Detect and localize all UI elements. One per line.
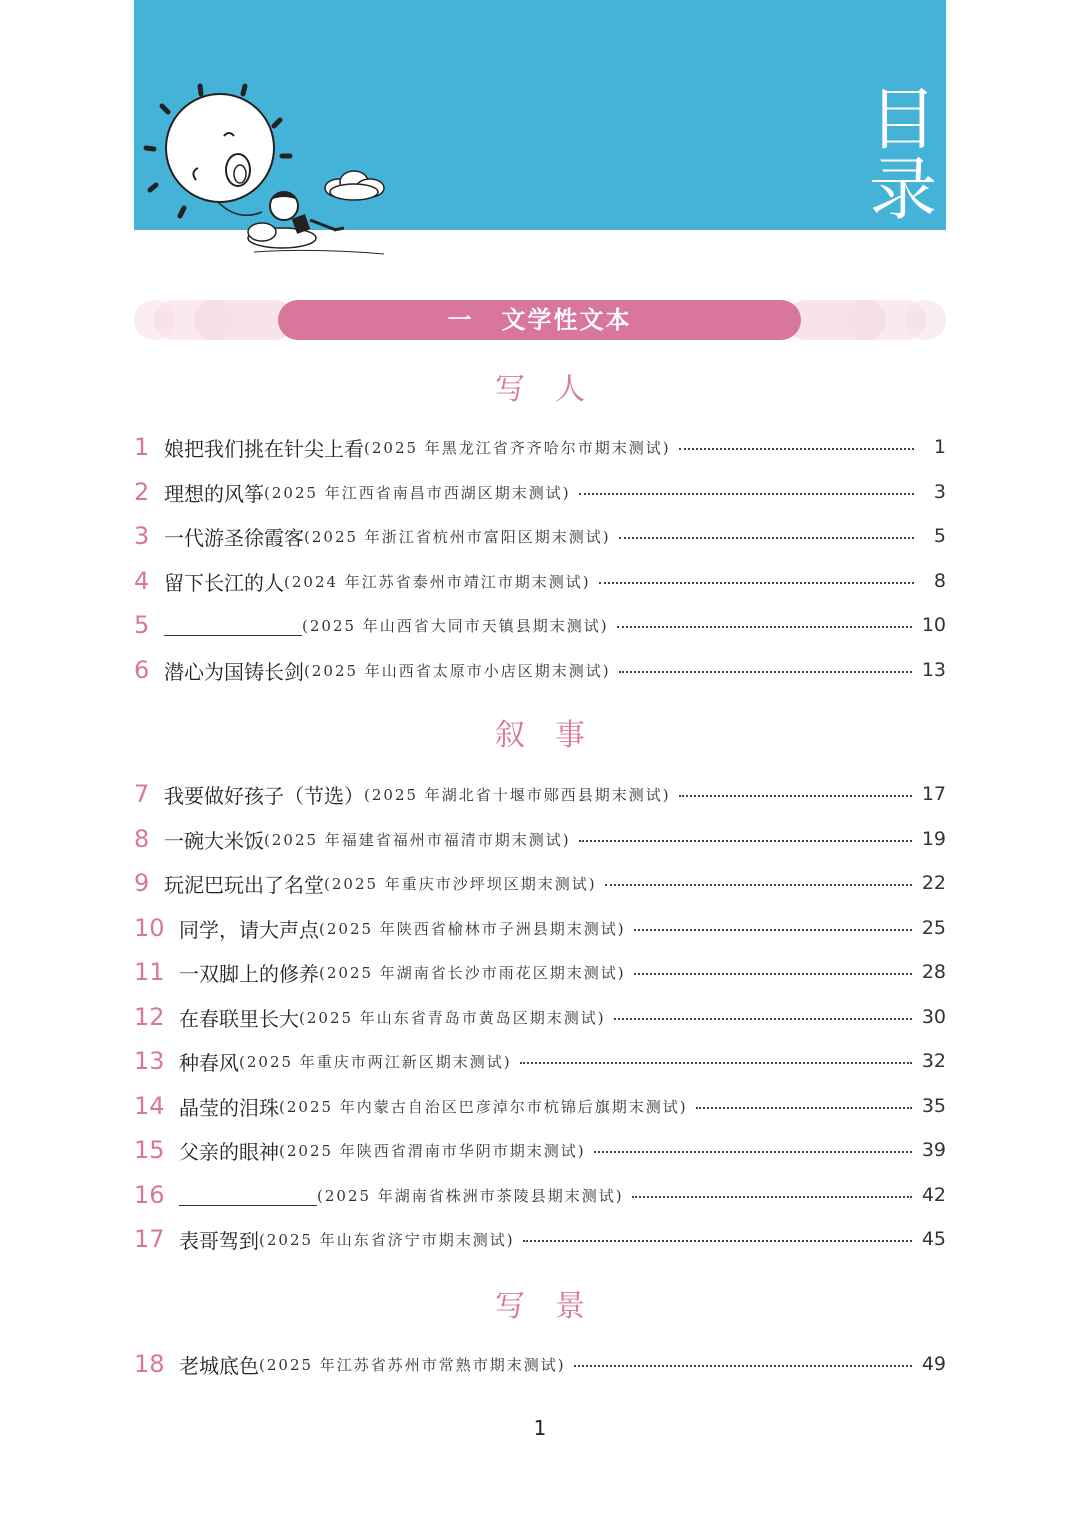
entry-source: (2025 年江苏省苏州市常熟市期末测试) xyxy=(259,1355,566,1374)
page-title: 目录 xyxy=(868,81,937,230)
entry-source: (2025 年湖南省长沙市雨花区期末测试) xyxy=(319,963,626,982)
leader-dots xyxy=(617,626,912,628)
section-title: 文学性文本 xyxy=(501,306,632,334)
entry-title: 一碗大米饭 xyxy=(164,828,264,853)
entry-title: 一代游圣徐霞客 xyxy=(164,525,304,550)
entry-source: (2025 年重庆市两江新区期末测试) xyxy=(239,1052,512,1071)
entry-title: 潜心为国铸长剑 xyxy=(164,659,304,684)
entry-number: 17 xyxy=(134,1225,165,1253)
entry-page: 30 xyxy=(921,1006,946,1028)
toc-entry[interactable] xyxy=(134,1219,946,1259)
leader-dots xyxy=(523,1240,912,1242)
entry-source: (2025 年陕西省渭南市华阴市期末测试) xyxy=(279,1141,586,1160)
entry-page: 8 xyxy=(933,570,946,592)
leader-dots xyxy=(605,884,912,886)
leader-dots xyxy=(679,448,914,450)
leader-dots xyxy=(634,929,912,931)
leader-dots xyxy=(520,1062,912,1064)
entry-title: 留下长江的人 xyxy=(164,570,284,595)
cloud-icon xyxy=(325,171,384,200)
entry-title: 在春联里长大 xyxy=(179,1006,299,1031)
entry-page: 32 xyxy=(921,1050,946,1072)
entry-source: (2025 年福建省福州市福清市期末测试) xyxy=(264,830,571,849)
toc-entry[interactable] xyxy=(134,427,946,467)
section-number: 一 xyxy=(447,306,474,334)
section-title-pill xyxy=(278,300,801,340)
entry-number: 18 xyxy=(134,1350,165,1378)
entry-source: (2025 年湖南省株洲市茶陵县期末测试) xyxy=(317,1186,624,1205)
entry-number: 5 xyxy=(134,611,150,639)
entry-number: 8 xyxy=(134,825,150,853)
leader-dots xyxy=(599,582,914,584)
entry-number: 4 xyxy=(134,567,150,595)
entry-number: 7 xyxy=(134,780,150,808)
toc-entry[interactable] xyxy=(134,863,946,903)
entry-page: 42 xyxy=(921,1184,946,1206)
leader-dots xyxy=(632,1196,912,1198)
entry-source: (2024 年江苏省泰州市靖江市期末测试) xyxy=(284,572,591,591)
leader-dots xyxy=(619,537,914,539)
entry-source: (2025 年黑龙江省齐齐哈尔市期末测试) xyxy=(364,438,671,457)
toc-entry[interactable] xyxy=(134,774,946,814)
entry-number: 10 xyxy=(134,914,165,942)
entry-page: 28 xyxy=(921,961,946,983)
entry-title: 娘把我们挑在针尖上看 xyxy=(164,436,364,461)
entry-title: 理想的风筝 xyxy=(164,481,264,506)
entry-number: 1 xyxy=(134,433,150,461)
entry-title: 玩泥巴玩出了名堂 xyxy=(164,872,324,897)
entry-title: 同学，请大声点 xyxy=(179,917,319,942)
entry-number: 3 xyxy=(134,522,150,550)
entry-number: 13 xyxy=(134,1047,165,1075)
leader-dots xyxy=(696,1107,912,1109)
entry-page: 35 xyxy=(921,1095,946,1117)
entry-page: 45 xyxy=(921,1228,946,1250)
leader-dots xyxy=(614,1018,912,1020)
leader-dots xyxy=(619,671,912,673)
toc-entry[interactable] xyxy=(134,1041,946,1081)
toc-entry[interactable] xyxy=(134,908,946,948)
child-icon xyxy=(248,192,384,254)
toc-entry[interactable] xyxy=(134,1175,946,1215)
entry-page: 17 xyxy=(921,783,946,805)
leader-dots xyxy=(579,493,914,495)
entry-source: (2025 年内蒙古自治区巴彦淖尔市杭锦后旗期末测试) xyxy=(279,1097,688,1116)
entry-number: 15 xyxy=(134,1136,165,1164)
toc-entry[interactable] xyxy=(134,605,946,645)
entry-page: 5 xyxy=(933,525,946,547)
entry-page: 22 xyxy=(921,872,946,894)
title-blank xyxy=(179,1185,317,1206)
leader-dots xyxy=(579,840,912,842)
entry-source: (2025 年山西省大同市天镇县期末测试) xyxy=(302,616,609,635)
entry-number: 16 xyxy=(134,1181,165,1209)
toc-entry[interactable] xyxy=(134,952,946,992)
entry-page: 10 xyxy=(921,614,946,636)
leader-dots xyxy=(634,973,912,975)
entry-page: 19 xyxy=(921,828,946,850)
leader-dots xyxy=(594,1151,912,1153)
entry-source: (2025 年山东省青岛市黄岛区期末测试) xyxy=(299,1008,606,1027)
sun-face-icon xyxy=(166,94,274,202)
entry-page: 13 xyxy=(921,659,946,681)
entry-number: 12 xyxy=(134,1003,165,1031)
entry-title: 晶莹的泪珠 xyxy=(179,1095,279,1120)
toc-entry[interactable] xyxy=(134,561,946,601)
entry-source: (2025 年山东省济宁市期末测试) xyxy=(259,1230,515,1249)
leader-dots xyxy=(574,1365,912,1367)
page-number: 1 xyxy=(533,1416,547,1440)
category-heading-scenery: 写景 xyxy=(495,1289,615,1324)
entry-page: 1 xyxy=(933,436,946,458)
entry-page: 3 xyxy=(933,481,946,503)
category-heading-portrait: 写人 xyxy=(495,372,615,407)
entry-title: 我要做好孩子（节选） xyxy=(164,783,364,808)
entry-source: (2025 年湖北省十堰市郧西县期末测试) xyxy=(364,785,671,804)
entry-number: 11 xyxy=(134,958,165,986)
entry-page: 39 xyxy=(921,1139,946,1161)
entry-number: 9 xyxy=(134,869,150,897)
entry-page: 25 xyxy=(921,917,946,939)
toc-entry[interactable] xyxy=(134,1130,946,1170)
toc-entry[interactable] xyxy=(134,516,946,556)
section-header-bar xyxy=(134,300,946,340)
sun-child-illustration xyxy=(134,70,404,260)
leader-dots xyxy=(679,795,912,797)
entry-source: (2025 年山西省太原市小店区期末测试) xyxy=(304,661,611,680)
toc-entry[interactable] xyxy=(134,650,946,690)
entry-number: 6 xyxy=(134,656,150,684)
entry-source: (2025 年重庆市沙坪坝区期末测试) xyxy=(324,874,597,893)
entry-number: 14 xyxy=(134,1092,165,1120)
toc-entry[interactable] xyxy=(134,819,946,859)
toc-entry[interactable] xyxy=(134,472,946,512)
entry-source: (2025 年江西省南昌市西湖区期末测试) xyxy=(264,483,571,502)
toc-entry[interactable] xyxy=(134,1344,946,1384)
entry-title: 父亲的眼神 xyxy=(179,1139,279,1164)
entry-title: 种春风 xyxy=(179,1050,239,1075)
entry-title: 一双脚上的修养 xyxy=(179,961,319,986)
title-blank xyxy=(164,615,302,636)
entry-title: 表哥驾到 xyxy=(179,1228,259,1253)
toc-entry[interactable] xyxy=(134,997,946,1037)
entry-number: 2 xyxy=(134,478,150,506)
entry-title: 老城底色 xyxy=(179,1353,259,1378)
entry-source: (2025 年浙江省杭州市富阳区期末测试) xyxy=(304,527,611,546)
entry-source: (2025 年陕西省榆林市子洲县期末测试) xyxy=(319,919,626,938)
entry-page: 49 xyxy=(921,1353,946,1375)
category-heading-narrative: 叙事 xyxy=(495,718,615,753)
toc-entry[interactable] xyxy=(134,1086,946,1126)
